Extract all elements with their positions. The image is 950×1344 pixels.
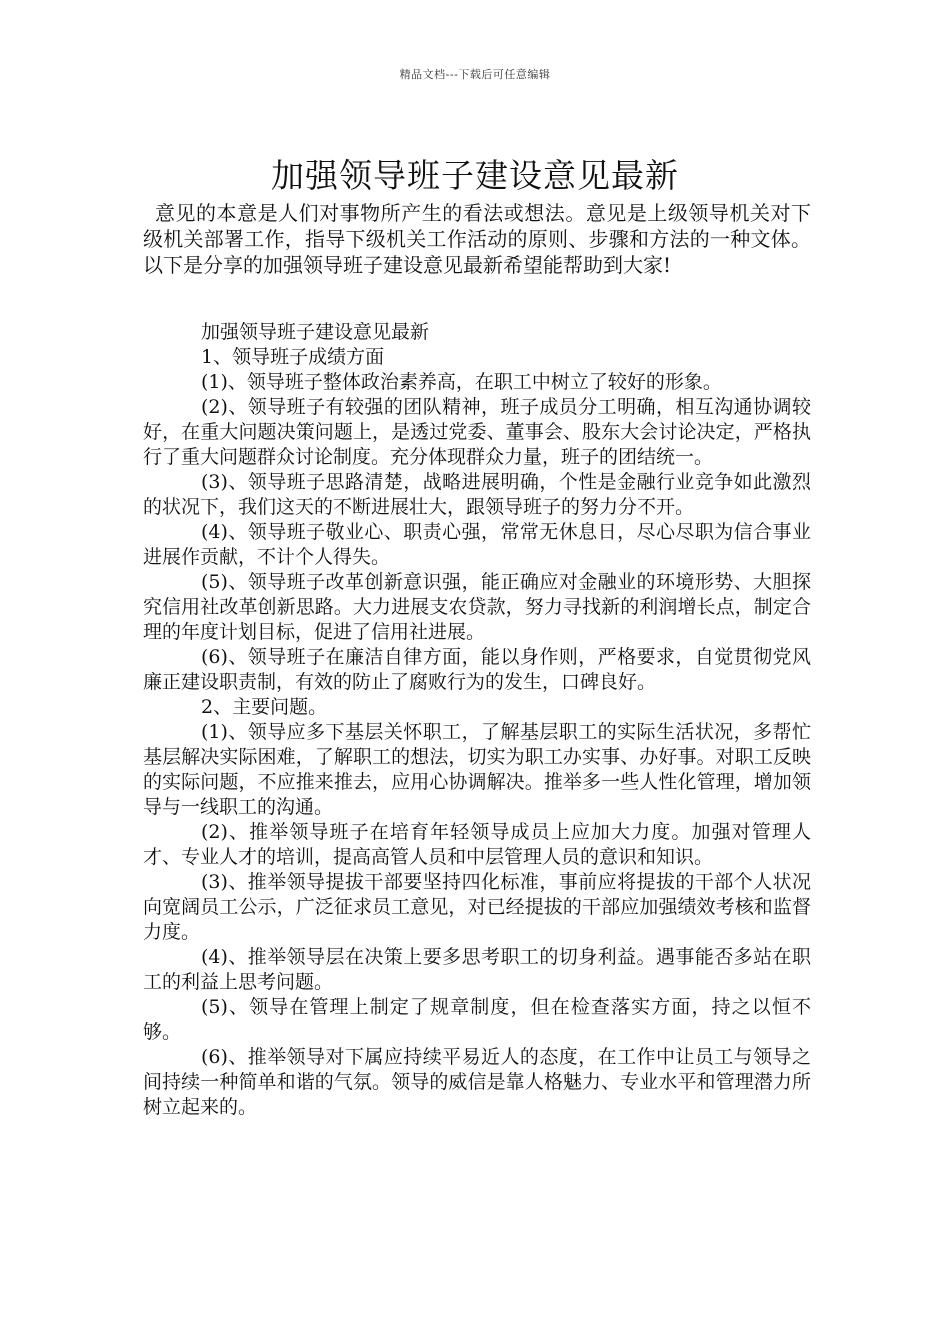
document-title: 加强领导班子建设意见最新 [271,156,679,196]
paragraph: (2)、推举领导班子在培育年轻领导成员上应加大力度。加强对管理人才、专业人才的培训，提高高管人员和中层管理人员的意识和知识。 [143,821,811,868]
paragraph: (5)、领导班子改革创新意识强，能正确应对金融业的环境形势、大胆探究信用社改革创新思路。大力进展支农贷款，努力寻找新的利润增长点，制定合理的年度计划目标，促进了信用社进展。 [143,571,811,643]
paragraph: (1)、领导应多下基层关怀职工，了解基层职工的实际生活状况，多帮忙基层解决实际困难，了解职工的想法，切实为职工办实事、办好事。对职工反映的实际问题，不应推来推去，应用心协调解决。推举多一些人性化管理，增加领导与一线职工的沟通。 [143,721,811,818]
body-text [143,320,811,1120]
paragraph: (4)、领导班子敬业心、职责心强，常常无休息日，尽心尽职为信合事业进展作贡献，不计个人得失。 [143,521,811,568]
paragraph: (3)、推举领导提拔干部要坚持四化标准，事前应将提拔的干部个人状况向宽阔员工公示，广泛征求员工意见，对已经提拔的干部应加强绩效考核和监督力度。 [143,871,811,943]
paragraph: (3)、领导班子思路清楚，战略进展明确，个性是金融行业竞争如此激烈的状况下，我们这天的不断进展壮大，跟领导班子的努力分不开。 [143,471,811,518]
paragraph: (1)、领导班子整体政治素养高，在职工中树立了较好的形象。 [201,371,722,393]
paragraph: (4)、推举领导层在决策上要多思考职工的切身利益。遇事能否多站在职工的利益上思考问题。 [143,946,811,993]
subtitle-line: 加强领导班子建设意见最新 [201,321,430,343]
paragraph: (6)、推举领导对下属应持续平易近人的态度，在工作中让员工与领导之间持续一种简单和谐的气氛。领导的威信是靠人格魅力、专业水平和管理潜力所树立起来的。 [143,1046,811,1118]
paragraph: (2)、领导班子有较强的团队精神，班子成员分工明确，相互沟通协调较好，在重大问题决策问题上，是透过党委、董事会、股东大会讨论决定，严格执行了重大问题群众讨论制度。充分体现群众力量，班子的团结统一。 [143,396,811,468]
header-note: 精品文档---下载后可任意编辑 [399,68,551,81]
paragraph: (5)、领导在管理上制定了规章制度，但在检查落实方面，持之以恒不够。 [143,996,811,1043]
section-heading: 2、主要问题。 [201,696,328,718]
intro-paragraph: 意见的本意是人们对事物所产生的看法或想法。意见是上级领导机关对下级机关部署工作，指导下级机关工作活动的原则、步骤和方法的一种文体。以下是分享的加强领导班子建设意见最新希望能帮助到大家! [143,201,811,277]
paragraph: (6)、领导班子在廉洁自律方面，能以身作则，严格要求，自觉贯彻党风廉正建设职责制，有效的防止了腐败行为的发生，口碑良好。 [143,646,811,693]
section-heading: 1、领导班子成绩方面 [201,346,385,368]
